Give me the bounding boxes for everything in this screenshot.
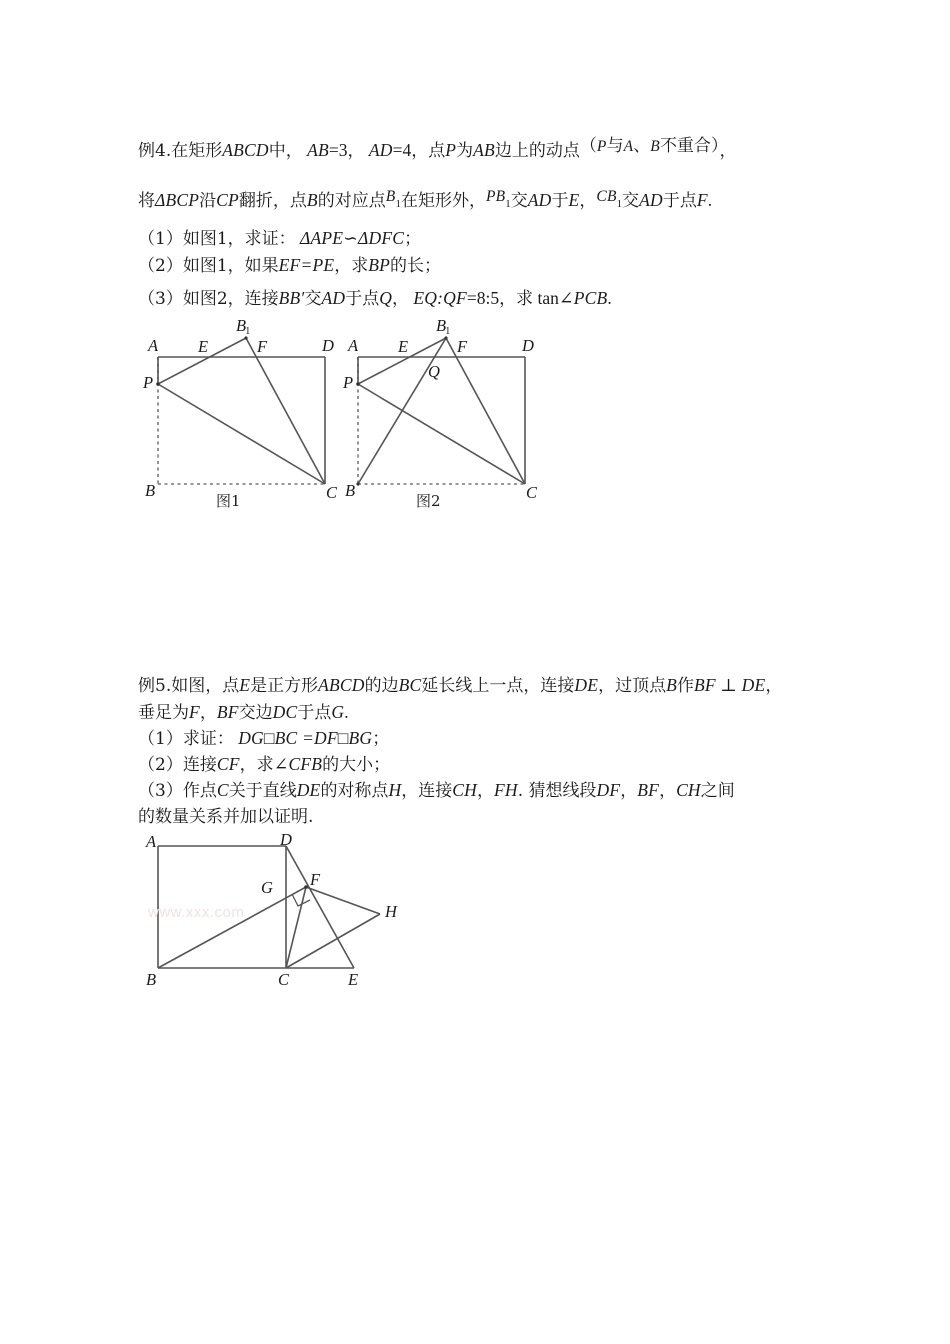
figure-3-label-B: B [146, 970, 157, 989]
problem5-question-2: （2）连接CF，求∠CFB的大小； [138, 754, 391, 775]
segment-BB1 [358, 338, 446, 484]
problem5-line2: 垂足为F，BF交边DC于点G. [138, 702, 349, 723]
figure-3-label-C: C [278, 970, 290, 989]
figure-1-label-F: F [257, 337, 268, 356]
problem4-question-2: （2）如图1，如果EF=PE，求BP的长； [138, 255, 442, 276]
figure-2-label-E: E [398, 337, 409, 356]
figure-2-label-A: A [348, 336, 359, 355]
figure-2 [340, 316, 550, 510]
segment-PC [358, 384, 525, 484]
segment-B1C [446, 338, 525, 484]
problem4-label: 例4. [138, 141, 172, 161]
figure-2-label-C: C [526, 483, 538, 502]
problem5-question-3-cont: 的数量关系并加以证明. [138, 807, 314, 827]
point-B-dot [356, 482, 359, 485]
segment-CF [286, 887, 306, 968]
figure-2-label-B: B [345, 481, 356, 500]
figure-3 [140, 832, 410, 992]
figure-3-label-D: D [280, 830, 292, 849]
segment-CH [286, 914, 380, 968]
segment-B1C [246, 338, 325, 484]
figure-1-label-B: B [145, 481, 156, 500]
figure-3-label-F: F [310, 870, 321, 889]
figure-1-label-D: D [322, 336, 334, 355]
figure-2-label-D: D [522, 336, 534, 355]
figure-1-label-C: C [326, 483, 338, 502]
figure-2-label-P: P [343, 373, 354, 392]
right-angle-mark-F [292, 894, 310, 906]
figure-1-label-B1: B1 [236, 316, 251, 337]
problem5-line1: 例5.如图，点E是正方形ABCD的边BC延长线上一点，连接DE，过顶点B作BF ⊥ DE， [138, 675, 783, 696]
figure-3-label-H: H [385, 902, 397, 921]
figure-1 [140, 316, 350, 510]
problem4-question-1: （1）如图1，求证： ΔAPE∽ΔDFC； [138, 228, 422, 249]
figure-1-caption: 图1 [216, 492, 241, 510]
problem5-question-1: （1）求证： DG□BC =DF□BG； [138, 728, 390, 749]
figure-3-watermark: www.xxx.com [148, 904, 245, 921]
figure-1-label-E: E [198, 337, 209, 356]
figure-1-svg [140, 318, 350, 503]
figure-2-caption: 图2 [416, 492, 441, 510]
point-P-dot [356, 382, 360, 386]
problem4-question-3: （3）如图2，连接BB′交AD于点Q， EQ:QF=8:5，求 tan∠PCB. [138, 288, 612, 309]
segment-BF [158, 887, 306, 968]
figure-2-svg [340, 318, 550, 503]
problem5-question-3: （3）作点C关于直线DE的对称点H，连接CH，FH. 猜想线段DF，BF，CH之间 [138, 780, 735, 801]
problem5-label: 例5. [138, 676, 172, 696]
segment-PC [158, 384, 325, 484]
figure-3-label-A: A [146, 832, 157, 851]
figure-2-label-Q: Q [428, 362, 440, 381]
figure-1-label-P: P [143, 373, 154, 392]
figure-2-label-B1: B1 [436, 316, 451, 337]
figure-3-label-G: G [261, 878, 273, 897]
segment-DE [286, 846, 354, 968]
point-F-dot [304, 885, 308, 889]
problem4-line2: 将ΔBCP沿CP翻折，点B的对应点$B_1$在矩形外，$PB_1$交AD于E，$CB_1$交AD于点F. [138, 188, 713, 211]
point-P-dot [156, 382, 160, 386]
figure-3-label-E: E [348, 970, 359, 989]
problem4-line1: 例4.在矩形ABCD中， AB=3， AD=4，点P为AB边上的动点（P与A、B不重合）， [138, 136, 737, 161]
figure-2-label-F: F [457, 337, 468, 356]
figure-1-label-A: A [148, 336, 159, 355]
